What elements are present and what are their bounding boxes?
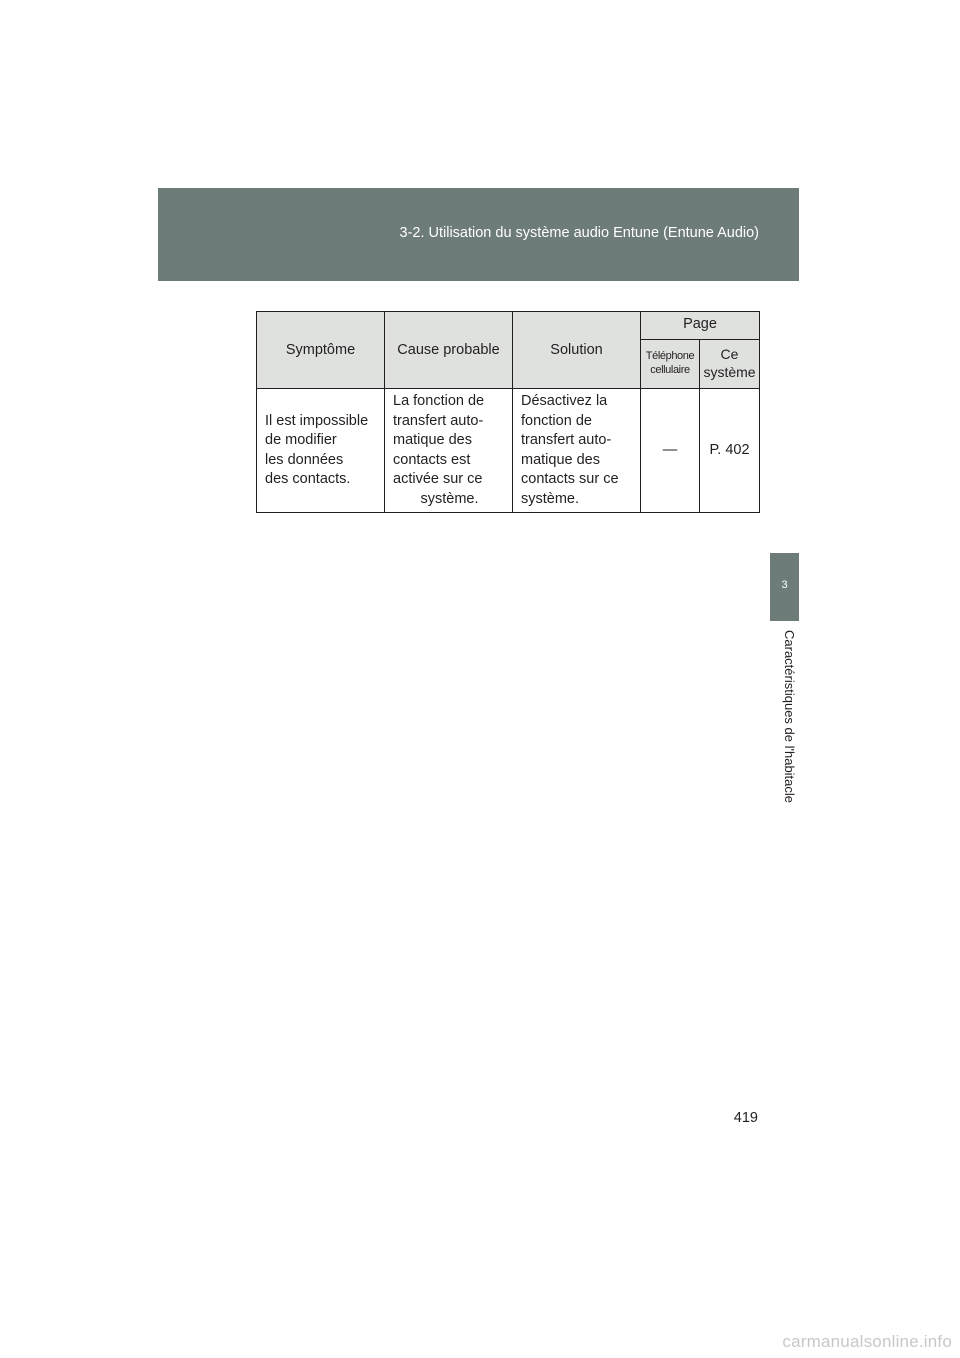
header-phone bbox=[641, 339, 700, 388]
header-system-line: Ce bbox=[720, 346, 739, 363]
page-number: 419 bbox=[733, 1110, 758, 1126]
cell-line: transfert auto- bbox=[521, 432, 612, 448]
chapter-label: Caractéristiques de l'habitacle bbox=[782, 630, 797, 804]
cell-line: les données bbox=[265, 451, 344, 468]
header-system-line: système bbox=[703, 363, 756, 380]
cell-cause bbox=[385, 389, 513, 513]
header-solution: Solution bbox=[513, 312, 641, 389]
cell-line: contacts est bbox=[393, 451, 471, 468]
cell-line: transfert auto- bbox=[393, 412, 484, 429]
watermark: carmanualsonline.info bbox=[782, 1332, 952, 1351]
header-phone-line: Téléphone bbox=[645, 350, 695, 363]
header-cause: Cause probable bbox=[385, 312, 513, 389]
cell-line: fonction de bbox=[521, 412, 592, 429]
cell-symptom bbox=[257, 389, 385, 513]
header-symptom: Symptôme bbox=[257, 312, 385, 389]
cell-line: matique des bbox=[393, 432, 472, 448]
cell-line: système. bbox=[521, 490, 580, 507]
cell-line: des contacts. bbox=[265, 471, 351, 487]
cell-line: matique des bbox=[521, 451, 600, 468]
header-band bbox=[158, 188, 799, 281]
cell-solution bbox=[513, 389, 641, 513]
cell-line: La fonction de bbox=[393, 393, 485, 409]
cell-line: système. bbox=[420, 490, 479, 507]
cell-line: Il est impossible bbox=[265, 412, 369, 429]
chapter-tab bbox=[770, 553, 799, 621]
cell-system-page: P. 402 bbox=[700, 389, 760, 513]
cell-line: contacts sur ce bbox=[521, 471, 619, 487]
section-title: 3-2. Utilisation du système audio Entune (Entune Audio) bbox=[399, 225, 759, 241]
header-system bbox=[700, 339, 760, 388]
chapter-number: 3 bbox=[781, 579, 788, 591]
header-phone-line: cellulaire bbox=[650, 363, 690, 376]
cell-phone-page: — bbox=[641, 389, 700, 513]
header-page: Page bbox=[641, 312, 760, 340]
cell-line: Désactivez la bbox=[521, 393, 608, 409]
table-row bbox=[257, 389, 760, 513]
troubleshooting-table bbox=[256, 311, 760, 513]
cell-line: activée sur ce bbox=[393, 471, 483, 487]
cell-line: de modifier bbox=[265, 432, 337, 448]
